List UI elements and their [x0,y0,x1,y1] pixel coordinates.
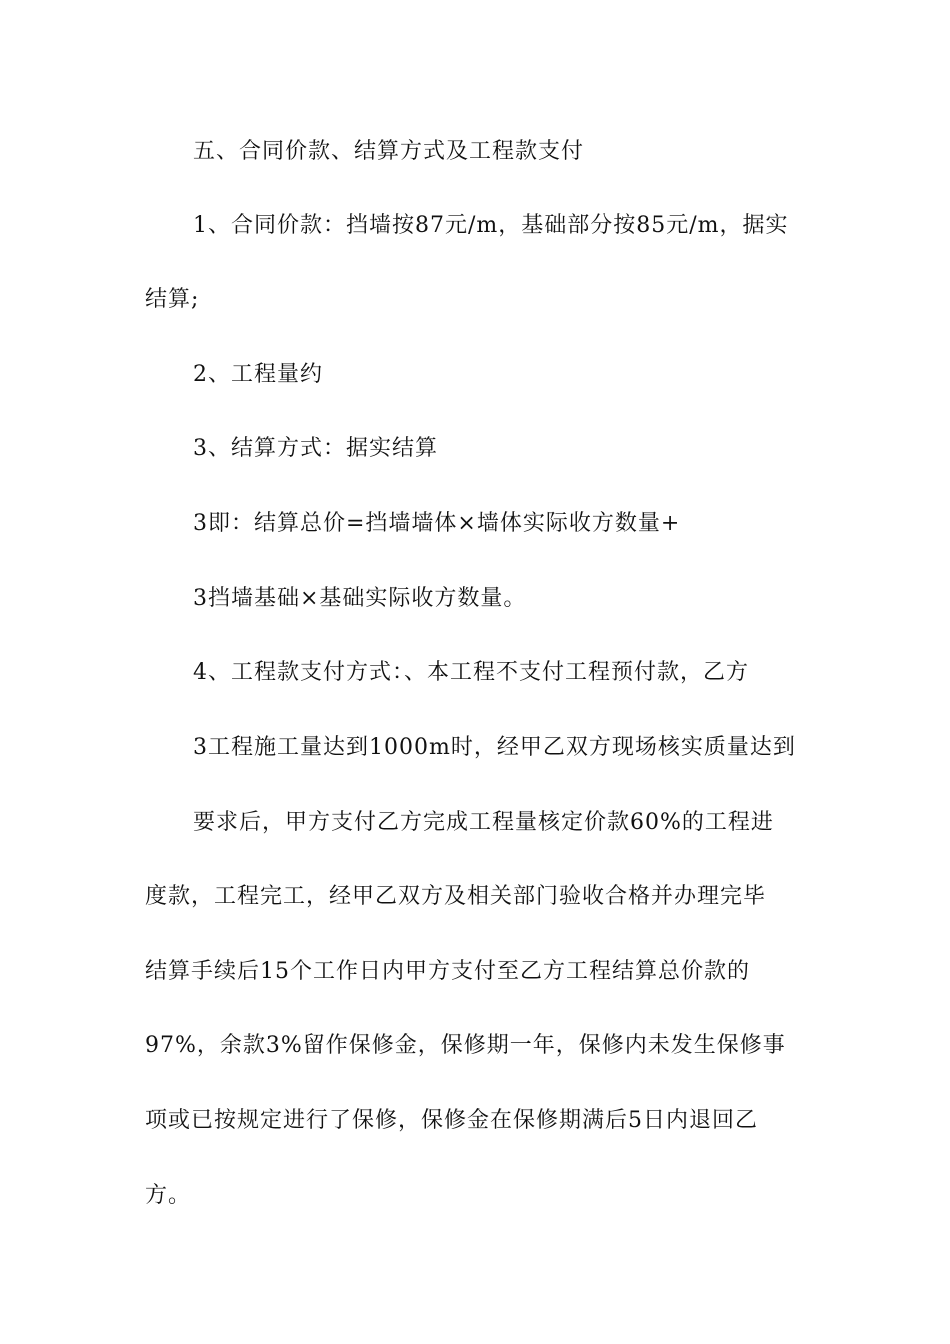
paragraph-line: 结算手续后15个工作日内甲方支付至乙方工程结算总价款的 [145,959,750,984]
paragraph-line: 3挡墙基础×基础实际收方数量。 [193,586,527,611]
paragraph-line: 1、合同价款：挡墙按87元/m，基础部分按85元/m，据实 [193,213,789,238]
paragraph-line: 3即：结算总价=挡墙墙体×墙体实际收方数量+ [193,511,681,536]
paragraph-line: 要求后，甲方支付乙方完成工程量核定价款60%的工程进 [193,810,774,835]
paragraph-line: 方。 [145,1183,192,1208]
paragraph-line: 97%，余款3%留作保修金，保修期一年，保修内未发生保修事 [145,1033,786,1058]
paragraph-line: 项或已按规定进行了保修，保修金在保修期满后5日内退回乙 [145,1108,758,1133]
paragraph-line: 结算; [145,287,200,312]
paragraph-line: 3、结算方式：据实结算 [193,436,438,461]
section-heading: 五、合同价款、结算方式及工程款支付 [193,139,585,164]
paragraph-line: 度款，工程完工，经甲乙双方及相关部门验收合格并办理完毕 [145,884,767,909]
paragraph-line: 4、工程款支付方式：、本工程不支付工程预付款，乙方 [193,660,749,685]
paragraph-line: 3工程施工量达到1000m时，经甲乙双方现场核实质量达到 [193,735,796,760]
paragraph-line: 2、工程量约 [193,362,323,387]
